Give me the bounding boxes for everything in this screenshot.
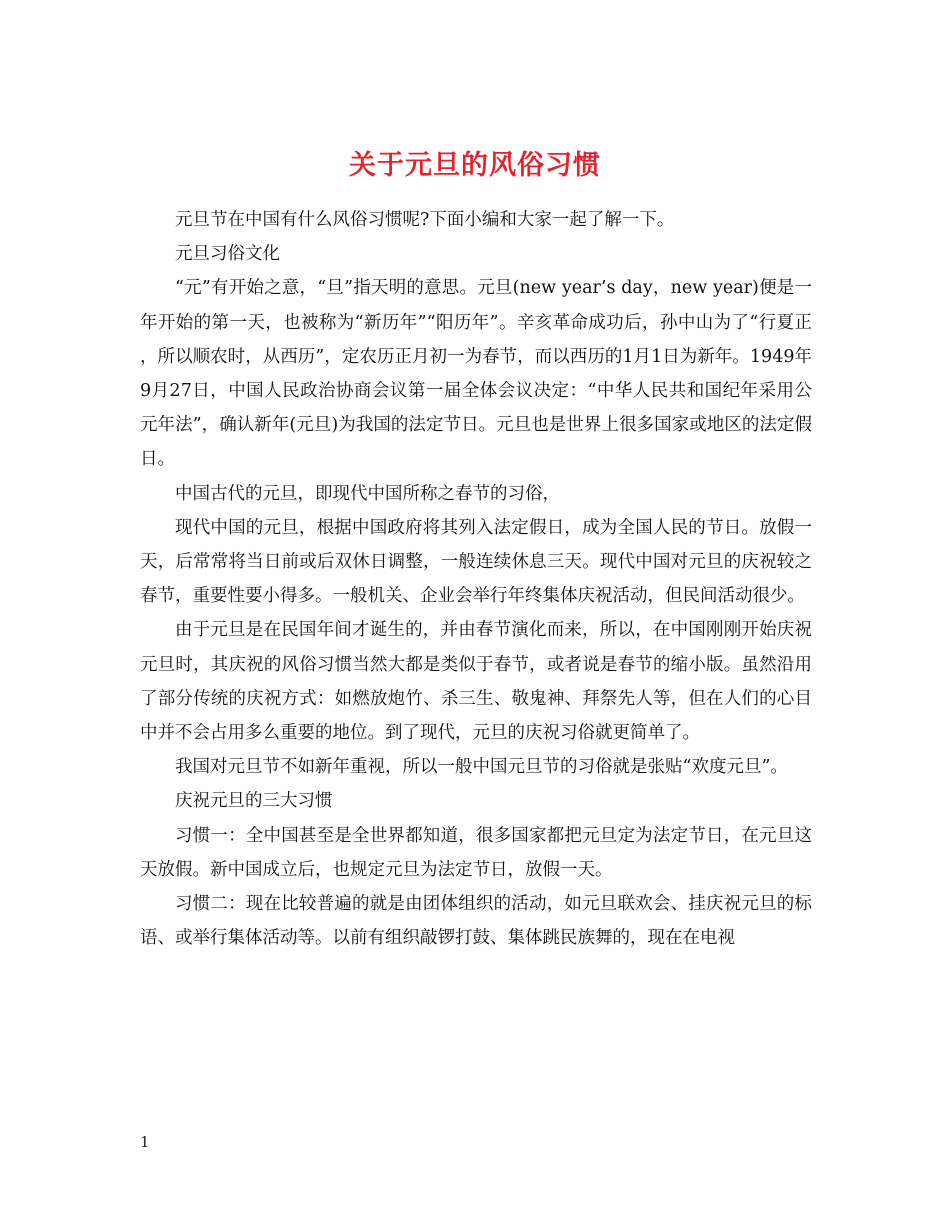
paragraph: 我国对元旦节不如新年重视，所以一般中国元旦节的习俗就是张贴“欢度元旦”。: [175, 757, 788, 778]
paragraph: 现代中国的元旦，根据中国政府将其列入法定假日，成为全国人民的节日。放假一天，后常常将当日前或后双休日调整，一般连续休息三天。现代中国对元旦的庆祝较之春节，重要性要小得多。一般机关、企业会举行年终集体庆祝活动，但民间活动很少。: [140, 517, 812, 607]
paragraph: “元”有开始之意，“旦”指天明的意思。元旦(new year’s day，new year)便是一年开始的第一天，也被称为“新历年”“阳历年”。辛亥革命成功后，孙中山为了“行夏正，所以顺农时，从西历”，定农历正月初一为春节，而以西历的1月1日为新年。1949年9月27日，中国人民政治协商会议第一届全体会议决定：“中华人民共和国纪年采用公元年法”，确认新年(元旦)为我国的法定节日。元旦也是世界上很多国家或地区的法定假日。: [140, 278, 812, 470]
page-number: 1: [140, 1133, 150, 1151]
paragraph: 中国古代的元旦，即现代中国所称之春节的习俗，: [175, 483, 560, 504]
paragraph: 习惯二：现在比较普遍的就是由团体组织的活动，如元旦联欢会、挂庆祝元旦的标语、或举行集体活动等。以前有组织敲锣打鼓、集体跳民族舞的，现在在电视: [140, 894, 812, 949]
document-body: [140, 203, 812, 955]
paragraph: 习惯一：全中国甚至是全世界都知道，很多国家都把元旦定为法定节日，在元旦这天放假。新中国成立后，也规定元旦为法定节日，放假一天。: [140, 825, 812, 880]
section-heading: 元旦习俗文化: [175, 244, 280, 265]
section-heading: 庆祝元旦的三大习惯: [175, 791, 333, 812]
document-title: 关于元旦的风俗习惯: [349, 150, 601, 182]
paragraph: 元旦节在中国有什么风俗习惯呢?下面小编和大家一起了解一下。: [175, 210, 675, 230]
paragraph: 由于元旦是在民国年间才诞生的，并由春节演化而来，所以，在中国刚刚开始庆祝元旦时，其庆祝的风俗习惯当然大都是类似于春节，或者说是春节的缩小版。虽然沿用了部分传统的庆祝方式：如燃放炮竹、杀三生、敬鬼神、拜祭先人等，但在人们的心目中并不会占用多么重要的地位。到了现代，元旦的庆祝习俗就更简单了。: [140, 620, 812, 744]
